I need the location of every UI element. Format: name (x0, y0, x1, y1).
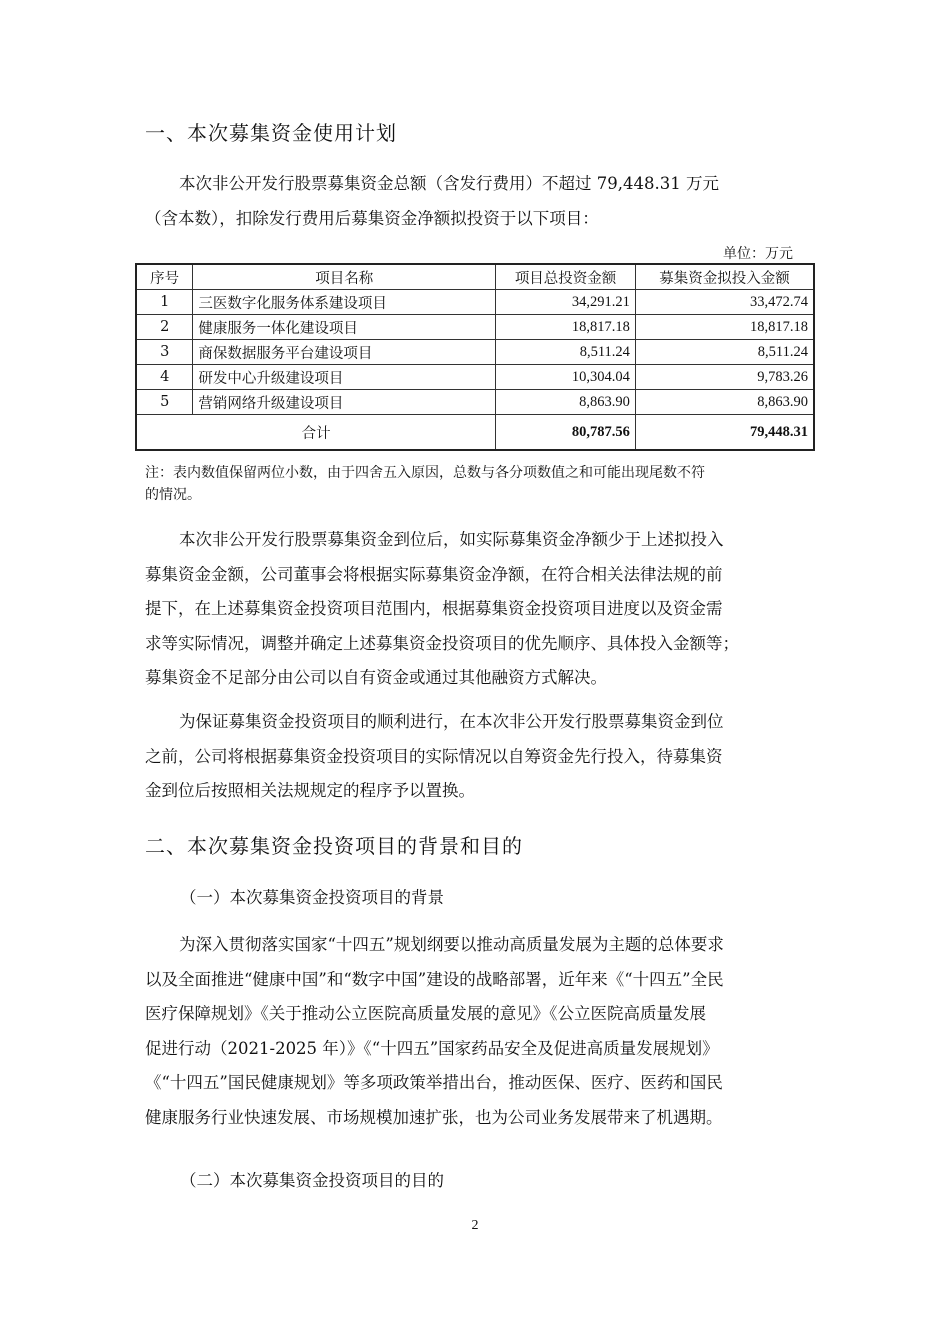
paragraph-line: 募集资金不足部分由公司以自有资金或通过其他融资方式解决。 (145, 668, 607, 688)
raise-sum: 79,448.31 (635, 415, 814, 451)
section1-paragraph-2 (145, 523, 815, 696)
intro-line: 本次非公开发行股票募集资金总额（含发行费用）不超过 79,448.31 万元 (179, 174, 719, 193)
cell-total: 34,291.21 (496, 290, 636, 315)
paragraph-line: 为保证募集资金投资项目的顺利进行，在本次非公开发行股票募集资金到位 (179, 712, 724, 731)
cell-name: 营销网络升级建设项目 (193, 390, 496, 415)
unit-label: 单位：万元 (723, 246, 793, 262)
table-row (136, 315, 814, 340)
table-total-row (136, 415, 814, 451)
paragraph-line: 促进行动（2021-2025 年）》《“十四五”国家药品安全及促进高质量发展规划》 (145, 1038, 719, 1058)
cell-raise: 8,863.90 (635, 390, 814, 415)
section1-paragraph-3 (145, 705, 815, 809)
cell-total: 8,511.24 (496, 340, 636, 365)
paragraph-line: 医疗保障规划》《关于推动公立医院高质量发展的意见》《公立医院高质量发展 (145, 1004, 706, 1024)
total-label: 合计 (136, 415, 496, 451)
section2-paragraph-1 (145, 928, 815, 1136)
note-line: 注：表内数值保留两位小数，由于四舍五入原因，总数与各分项数值之和可能出现尾数不符 (145, 465, 705, 481)
cell-total: 10,304.04 (496, 365, 636, 390)
paragraph-line: 金到位后按照相关法规规定的程序予以置换。 (145, 781, 475, 801)
intro-line: （含本数），扣除发行费用后募集资金净额拟投资于以下项目： (145, 208, 599, 228)
table-row (136, 290, 814, 315)
cell-raise: 33,472.74 (635, 290, 814, 315)
note-line: 的情况。 (145, 487, 201, 503)
paragraph-line: 之前，公司将根据募集资金投资项目的实际情况以自筹资金先行投入，待募集资 (145, 746, 723, 766)
cell-raise: 9,783.26 (635, 365, 814, 390)
section1-heading: 一、本次募集资金使用计划 (145, 121, 397, 145)
paragraph-line: 提下，在上述募集资金投资项目范围内，根据募集资金投资项目进度以及资金需 (145, 599, 723, 619)
header-total: 项目总投资金额 (496, 264, 636, 290)
table-row (136, 340, 814, 365)
paragraph-line: 为深入贯彻落实国家“十四五”规划纲要以推动高质量发展为主题的总体要求 (179, 935, 724, 954)
section2-heading: 二、本次募集资金投资项目的背景和目的 (145, 834, 523, 858)
cell-raise: 8,511.24 (635, 340, 814, 365)
header-raise: 募集资金拟投入金额 (635, 264, 814, 290)
cell-name: 研发中心升级建设项目 (193, 365, 496, 390)
cell-no: 2 (136, 315, 193, 340)
header-no: 序号 (136, 264, 193, 290)
cell-total: 8,863.90 (496, 390, 636, 415)
section2-sub2: （二）本次募集资金投资项目的目的 (180, 1171, 444, 1190)
paragraph-line: 本次非公开发行股票募集资金到位后，如实际募集资金净额少于上述拟投入 (179, 530, 724, 549)
cell-raise: 18,817.18 (635, 315, 814, 340)
investment-table (135, 263, 815, 451)
cell-name: 商保数据服务平台建设项目 (193, 340, 496, 365)
cell-name: 健康服务一体化建设项目 (193, 315, 496, 340)
paragraph-line: 健康服务行业快速发展、市场规模加速扩张，也为公司业务发展带来了机遇期。 (145, 1107, 723, 1127)
cell-no: 3 (136, 340, 193, 365)
cell-no: 1 (136, 290, 193, 315)
cell-no: 5 (136, 390, 193, 415)
header-name: 项目名称 (193, 264, 496, 290)
cell-no: 4 (136, 365, 193, 390)
table-note (145, 462, 820, 506)
cell-total: 18,817.18 (496, 315, 636, 340)
table-header-row (136, 264, 814, 290)
total-sum: 80,787.56 (496, 415, 636, 451)
page-number: 2 (471, 1218, 479, 1233)
table-row (136, 390, 814, 415)
paragraph-line: 《“十四五”国民健康规划》等多项政策举措出台，推动医保、医疗、医药和国民 (145, 1073, 723, 1093)
table-row (136, 365, 814, 390)
section2-sub1: （一）本次募集资金投资项目的背景 (180, 888, 444, 907)
section1-intro (145, 167, 815, 236)
paragraph-line: 募集资金金额，公司董事会将根据实际募集资金净额，在符合相关法律法规的前 (145, 564, 723, 584)
cell-name: 三医数字化服务体系建设项目 (193, 290, 496, 315)
paragraph-line: 求等实际情况，调整并确定上述募集资金投资项目的优先顺序、具体投入金额等； (145, 633, 739, 653)
paragraph-line: 以及全面推进“健康中国”和“数字中国”建设的战略部署，近年来《“十四五”全民 (145, 969, 724, 989)
